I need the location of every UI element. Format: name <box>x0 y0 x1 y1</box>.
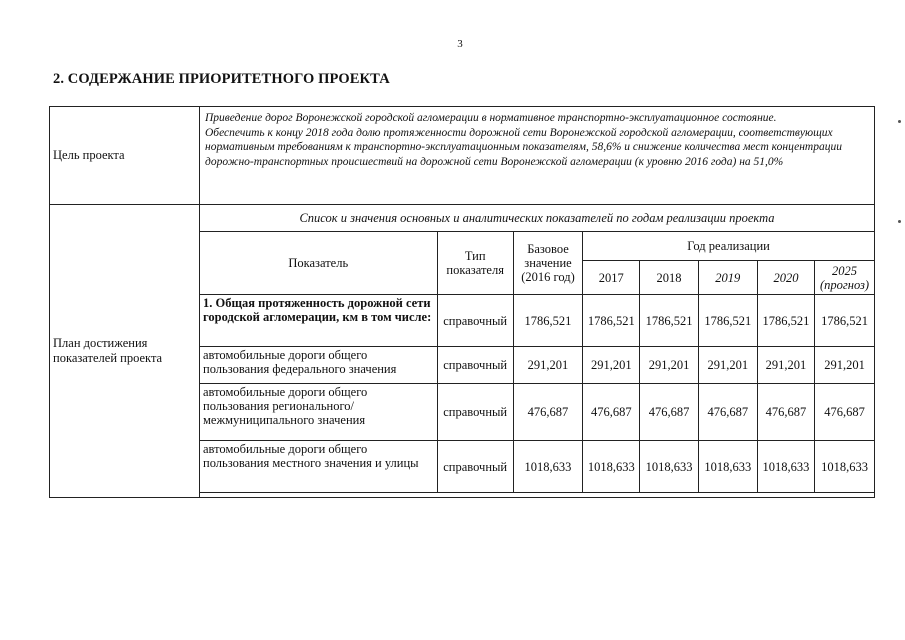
header-year-2025: 2025 (прогноз) <box>815 261 874 295</box>
base-value: 291,201 <box>513 347 582 384</box>
table-row <box>200 384 874 441</box>
value-2019: 1786,521 <box>698 295 757 347</box>
header-indicator: Показатель <box>200 232 437 295</box>
value-2018: 1786,521 <box>640 295 698 347</box>
list-title-row <box>200 205 874 232</box>
goal-description <box>200 107 875 205</box>
header-type: Тип показателя <box>437 232 513 295</box>
value-2019: 476,687 <box>698 384 757 441</box>
value-2017: 291,201 <box>583 347 640 384</box>
value-2020: 291,201 <box>757 347 814 384</box>
header-row <box>200 232 874 261</box>
indicator-name: 1. Общая протяженность дорожной сети городской агломерации, км в том числе: <box>200 295 437 347</box>
value-2025: 476,687 <box>815 384 874 441</box>
value-2017: 1018,633 <box>583 441 640 493</box>
header-year-2019: 2019 <box>698 261 757 295</box>
header-year-2017: 2017 <box>583 261 640 295</box>
value-2017: 1786,521 <box>583 295 640 347</box>
section-heading: 2. СОДЕРЖАНИЕ ПРИОРИТЕТНОГО ПРОЕКТА <box>53 71 390 87</box>
indicator-name: автомобильные дороги общего пользования регионального/ межмуниципального значения <box>200 384 437 441</box>
goal-label: Цель проекта <box>50 107 200 205</box>
indicator-type: справочный <box>437 347 513 384</box>
header-base-value: Базовое значение (2016 год) <box>513 232 582 295</box>
value-2020: 476,687 <box>757 384 814 441</box>
value-2025: 291,201 <box>815 347 874 384</box>
value-2020: 1018,633 <box>757 441 814 493</box>
project-content-table <box>49 106 875 498</box>
page-number: 3 <box>457 38 463 50</box>
value-2018: 1018,633 <box>640 441 698 493</box>
base-value: 1786,521 <box>513 295 582 347</box>
value-2017: 476,687 <box>583 384 640 441</box>
indicators-list-title: Список и значения основных и аналитических показателей по годам реализации проекта <box>200 205 874 232</box>
value-2020: 1786,521 <box>757 295 814 347</box>
table-row <box>200 295 874 347</box>
goal-paragraph: Обеспечить к концу 2018 года долю протяженности дорожной сети Воронежской городской агломерации, соответствующих нормативным требованиям к транспортно-эксплуатационным показателям, 58,6% и снижение количества мест концентрации дорожно-транспортных происшествий на дорожной сети Воронежской агломерации (к уровню 2016 года) на 51,0% <box>205 126 842 168</box>
value-2018: 476,687 <box>640 384 698 441</box>
header-year-2020: 2020 <box>757 261 814 295</box>
header-years-group: Год реализации <box>583 232 874 261</box>
plan-label: План достижения показателей проекта <box>50 205 200 498</box>
indicator-type: справочный <box>437 295 513 347</box>
plan-indicators-cell <box>200 205 875 498</box>
goal-paragraph: Приведение дорог Воронежской городской агломерации в нормативное транспортно-эксплуатационное состояние. <box>205 112 777 124</box>
indicator-type: справочный <box>437 384 513 441</box>
scan-speck <box>898 120 901 123</box>
value-2019: 1018,633 <box>698 441 757 493</box>
value-2025: 1018,633 <box>815 441 874 493</box>
scan-speck <box>898 220 901 223</box>
plan-row <box>50 205 875 498</box>
value-2025: 1786,521 <box>815 295 874 347</box>
value-2019: 291,201 <box>698 347 757 384</box>
indicator-name: автомобильные дороги общего пользования федерального значения <box>200 347 437 384</box>
base-value: 1018,633 <box>513 441 582 493</box>
base-value: 476,687 <box>513 384 582 441</box>
indicators-table <box>200 205 874 493</box>
table-row <box>200 347 874 384</box>
value-2018: 291,201 <box>640 347 698 384</box>
indicator-type: справочный <box>437 441 513 493</box>
goal-row <box>50 107 875 205</box>
indicator-name: автомобильные дороги общего пользования местного значения и улицы <box>200 441 437 493</box>
header-year-2018: 2018 <box>640 261 698 295</box>
table-row <box>200 441 874 493</box>
